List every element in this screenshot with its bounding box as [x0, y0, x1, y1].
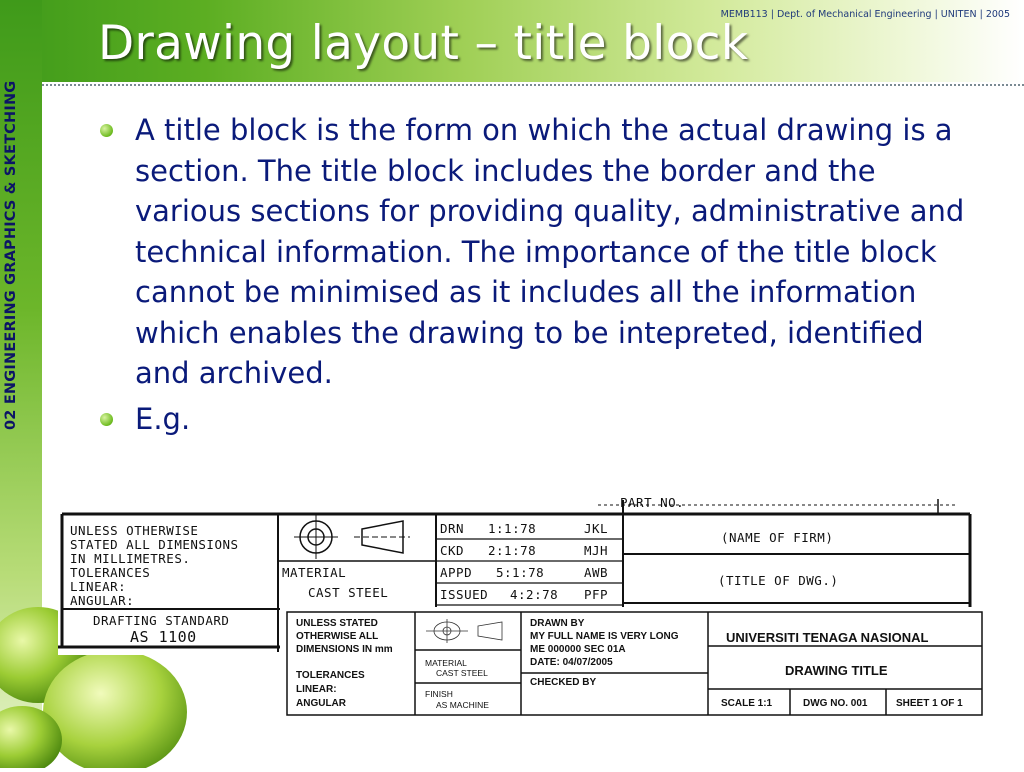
scan-signoff-date: 1:1:78 — [488, 521, 537, 536]
typed-drawn-by: MY FULL NAME IS VERY LONG — [530, 631, 679, 642]
typed-drawn-by: DRAWN BY — [530, 618, 585, 629]
scan-signoff-role: CKD — [440, 543, 465, 558]
typed-scale: SCALE 1:1 — [721, 698, 773, 709]
bullet-text: E.g. — [135, 401, 191, 436]
typed-university-name: UNIVERSITI TENAGA NASIONAL — [726, 630, 929, 645]
typed-tolerance-sub: ANGULAR — [296, 698, 346, 709]
typed-checked-by: CHECKED BY — [530, 677, 597, 688]
scan-tolerance-line: IN MILLIMETRES. — [70, 551, 191, 566]
scan-material-value: CAST STEEL — [308, 585, 389, 600]
bullet-item-example — [98, 399, 978, 440]
scan-material-label: MATERIAL — [282, 565, 347, 580]
scan-drawing-title: (TITLE OF DWG.) — [718, 573, 839, 588]
scan-signoff-role: ISSUED — [440, 587, 489, 602]
scan-tolerance-line: STATED ALL DIMENSIONS — [70, 537, 239, 552]
typed-material-value: CAST STEEL — [436, 668, 488, 678]
typed-drawn-by: ME 000000 SEC 01A — [530, 644, 626, 655]
typed-tolerance-sub: LINEAR: — [296, 684, 337, 695]
scan-standard-value: AS 1100 — [130, 628, 197, 646]
typed-drawn-by: DATE: 04/07/2005 — [530, 657, 613, 668]
title-divider — [42, 84, 1024, 86]
typed-sheet: SHEET 1 OF 1 — [896, 698, 963, 709]
bullet-dot-icon — [100, 413, 113, 426]
bullet-list — [98, 110, 978, 439]
bullet-dot-icon — [100, 124, 113, 137]
typed-tolerance-line: OTHERWISE ALL — [296, 631, 379, 642]
scan-signoff-date: 2:1:78 — [488, 543, 537, 558]
typed-finish-value: AS MACHINE — [436, 700, 489, 710]
side-title: 02 ENGINEERING GRAPHICS & SKETCHING — [3, 80, 19, 430]
scan-tolerance-line: TOLERANCES — [70, 565, 151, 580]
scan-signoff-role: APPD — [440, 565, 473, 580]
typed-finish-label: FINISH — [425, 689, 453, 699]
typed-tolerance-line: DIMENSIONS IN mm — [296, 644, 393, 655]
bullet-text: A title block is the form on which the actual drawing is a section. The title block includes the border and the various sections for providing quality, administrative and technical information. The importance of the title block cannot be minimised as it includes all the information which enables the drawing to be intepreted, identified and archived. — [135, 113, 965, 390]
typed-tolerance-sub: TOLERANCES — [296, 670, 365, 681]
scan-signoff-date: 4:2:78 — [510, 587, 559, 602]
typed-tolerance-line: UNLESS STATED — [296, 618, 378, 629]
scan-signoff-initials: MJH — [584, 543, 609, 558]
scan-tolerance-line: LINEAR: — [70, 579, 127, 594]
scan-signoff-date: 5:1:78 — [496, 565, 545, 580]
header-meta: MEMB113 | Dept. of Mechanical Engineering | UNITEN | 2005 — [720, 9, 1010, 20]
scan-tolerance-line: UNLESS OTHERWISE — [70, 523, 199, 538]
scan-signoff-initials: AWB — [584, 565, 609, 580]
typed-drawing-title: DRAWING TITLE — [785, 663, 888, 678]
scan-signoff-initials: PFP — [584, 587, 609, 602]
typed-dwg-no: DWG NO. 001 — [803, 698, 868, 709]
scan-tolerance-line: ANGULAR: — [70, 593, 135, 608]
scan-signoff-role: DRN — [440, 521, 465, 536]
scan-firm-name: (NAME OF FIRM) — [721, 530, 834, 545]
scan-standard-label: DRAFTING STANDARD — [93, 613, 230, 628]
page-title: Drawing layout – title block — [98, 16, 749, 71]
scan-signoff-initials: JKL — [584, 521, 609, 536]
typed-material-label: MATERIAL — [425, 658, 467, 668]
bullet-item-definition — [98, 110, 978, 394]
scan-part-no: PART NO. — [620, 495, 685, 510]
typed-title-block — [284, 609, 990, 726]
